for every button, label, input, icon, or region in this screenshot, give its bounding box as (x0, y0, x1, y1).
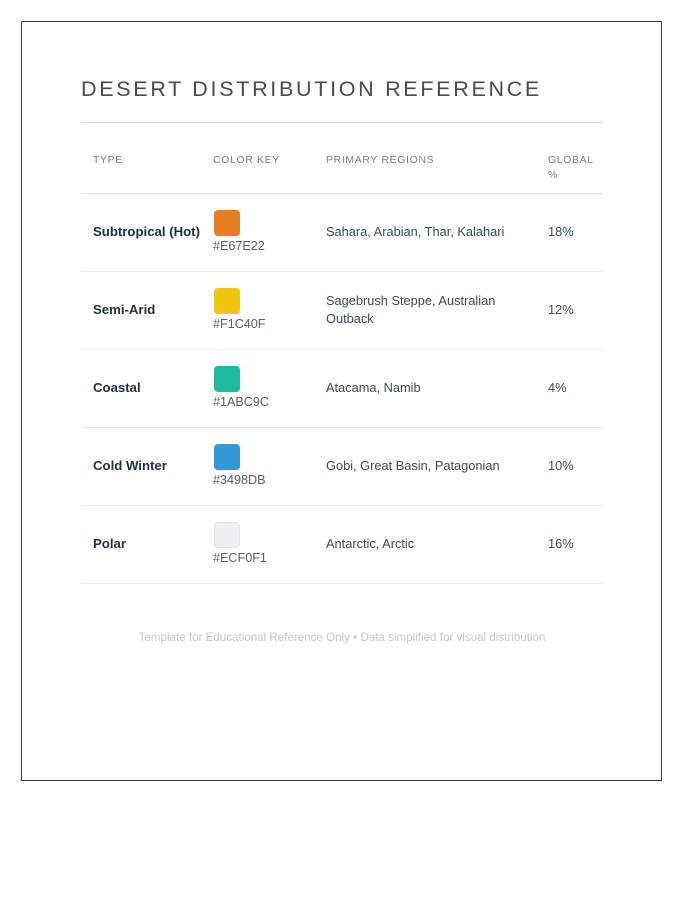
document-content (81, 77, 603, 646)
column-header-global-pct-line2: % (548, 169, 558, 181)
cell-global-pct: 12% (548, 302, 574, 318)
column-header-primary-regions: PRIMARY REGIONS (326, 154, 435, 166)
cell-type: Coastal (93, 380, 141, 396)
cell-color-key (213, 444, 325, 488)
column-header-type: TYPE (93, 154, 123, 166)
color-swatch (214, 522, 240, 548)
color-hex-label: #E67E22 (213, 239, 265, 254)
desert-distribution-table (81, 123, 603, 584)
color-hex-label: #3498DB (213, 473, 266, 488)
cell-global-pct: 10% (548, 458, 574, 474)
table-row (81, 194, 603, 271)
cell-global-pct: 16% (548, 536, 574, 552)
color-swatch (214, 366, 240, 392)
row-divider (81, 583, 603, 584)
cell-global-pct: 4% (548, 380, 567, 396)
color-hex-label: #F1C40F (213, 317, 266, 332)
cell-primary-regions: Antarctic, Arctic (326, 535, 415, 551)
cell-color-key (213, 522, 325, 566)
cell-type: Subtropical (Hot) (93, 224, 200, 240)
cell-color-key (213, 210, 325, 254)
column-header-global-pct-line1: GLOBAL (548, 154, 594, 166)
table-row (81, 350, 603, 427)
footer-note: Template for Educational Reference Only • Data simplified for visual distribution (138, 630, 546, 644)
cell-primary-regions: Sahara, Arabian, Thar, Kalahari (326, 223, 505, 239)
color-hex-label: #ECF0F1 (213, 551, 267, 566)
page-title: DESERT DISTRIBUTION REFERENCE (81, 77, 542, 101)
column-header-color-key: COLOR KEY (213, 154, 280, 166)
cell-primary-regions: Sagebrush Steppe, Australian Outback (326, 292, 496, 327)
cell-primary-regions: Gobi, Great Basin, Patagonian (326, 457, 500, 473)
table-header-row (81, 123, 603, 193)
cell-color-key (213, 366, 325, 410)
color-swatch (214, 210, 240, 236)
color-swatch (214, 288, 240, 314)
page-frame (21, 21, 662, 781)
cell-type: Cold Winter (93, 458, 167, 474)
table-row (81, 506, 603, 583)
color-swatch (214, 444, 240, 470)
cell-primary-regions: Atacama, Namib (326, 379, 421, 395)
cell-type: Semi-Arid (93, 302, 156, 318)
table-row (81, 272, 603, 349)
color-hex-label: #1ABC9C (213, 395, 270, 410)
cell-color-key (213, 288, 325, 332)
table-row (81, 428, 603, 505)
column-header-global-pct (525, 153, 603, 183)
cell-type: Polar (93, 536, 126, 552)
cell-global-pct: 18% (548, 224, 574, 240)
